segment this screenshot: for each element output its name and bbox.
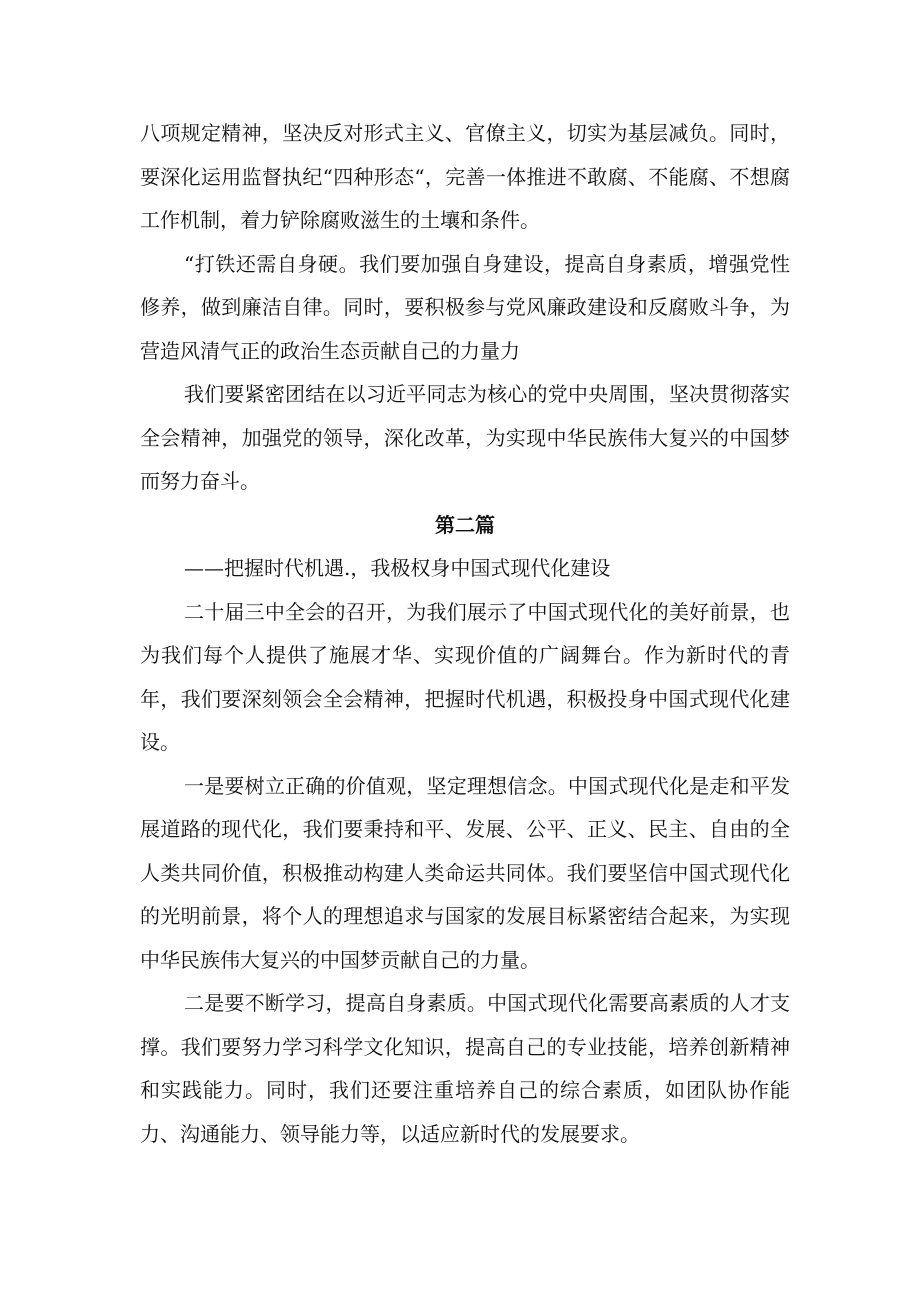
document-body	[140, 112, 790, 1156]
paragraph-2: “打铁还需自身硬。我们要加强自身建设，提高自身素质，增强党性修养，做到廉洁自律。同时，要积极参与党风廉政建设和反腐败斗争，为营造风清气正的政治生态贡献自己的力量力	[140, 251, 790, 363]
section-subtitle: ——把握时代机遇.，我极权身中国式现代化建设	[184, 556, 611, 580]
paragraph-5: 一是要树立正确的价值观，坚定理想信念。中国式现代化是走和平发展道路的现代化，我们要秉持和平、发展、公平、正义、民主、自由的全人类共同价值，积极推动构建人类命运共同体。我们要坚信中国式现代化的光明前景，将个人的理想追求与国家的发展目标紧密结合起来，为实现中华民族伟大复兴的中国梦贡献自己的力量。	[140, 773, 790, 972]
paragraph-4: 二十届三中全会的召开，为我们展示了中国式现代化的美好前景，也为我们每个人提供了施展才华、实现价值的广阔舞台。作为新时代的青年，我们要深刻领会全会精神，把握时代机遇，积极投身中国式现代化建设。	[140, 599, 790, 754]
paragraph-3: 我们要紧密团结在以习近平同志为核心的党中央周围，坚决贯彻落实全会精神，加强党的领导，深化改革，为实现中华民族伟大复兴的中国梦而努力奋斗。	[140, 382, 790, 493]
paragraph-1: 八项规定精神，坚决反对形式主义、官僚主义，切实为基层减负。同时，要深化运用监督执纪“四种形态“，完善一体推进不敢腐、不能腐、不想腐工作机制，着力铲除腐败滋生的土壤和条件。	[140, 121, 790, 232]
paragraph-6: 二是要不断学习，提高自身素质。中国式现代化需要高素质的人才支撑。我们要努力学习科学文化知识，提高自己的专业技能，培养创新精神和实践能力。同时，我们还要注重培养自己的综合素质，如团队协作能力、沟通能力、领导能力等，以适应新时代的发展要求。	[140, 991, 790, 1146]
section-heading: 第二篇	[435, 512, 495, 537]
